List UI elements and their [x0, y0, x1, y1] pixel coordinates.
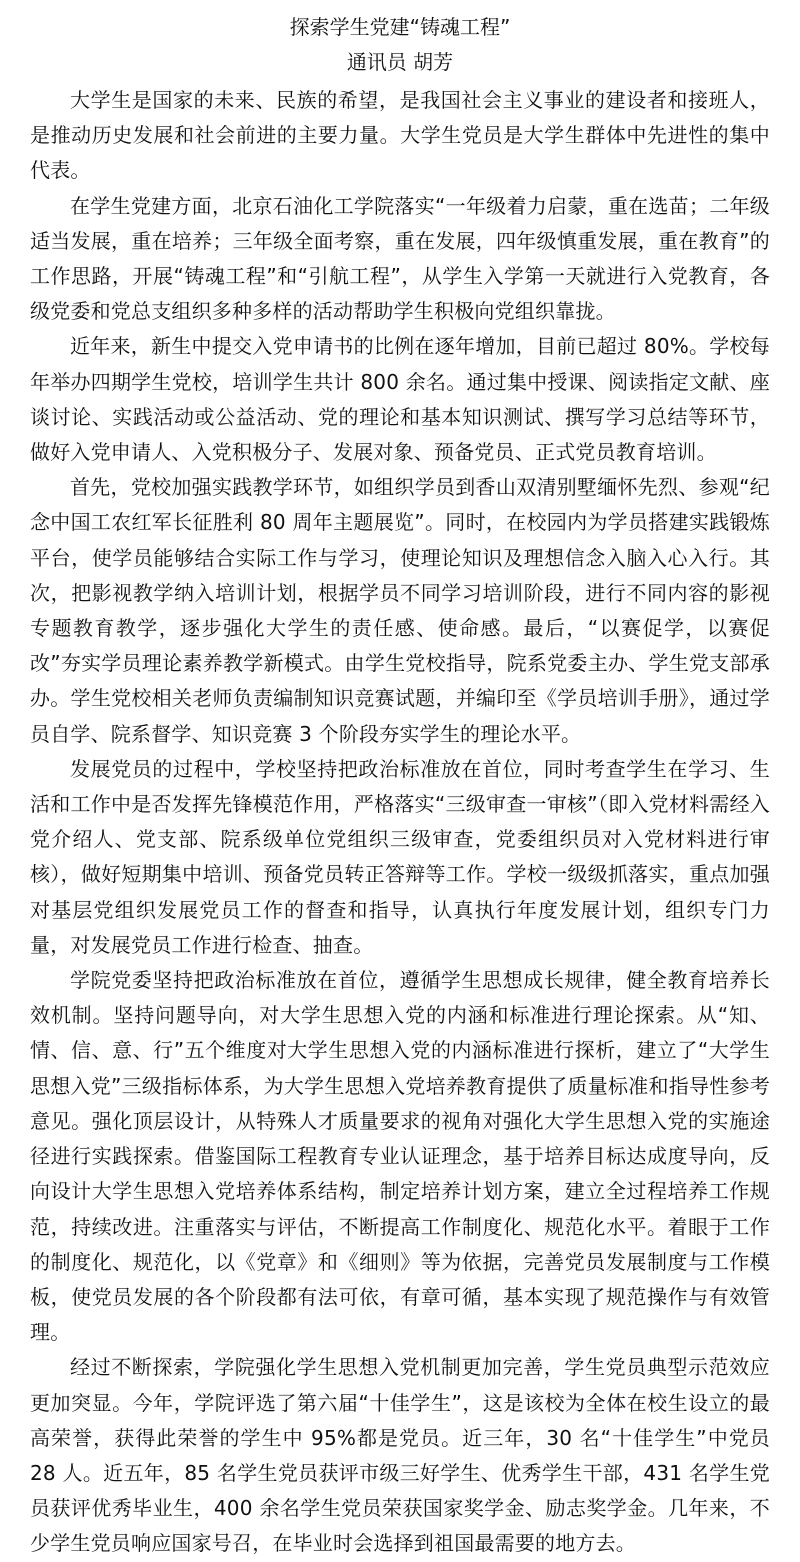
paragraph: 在学生党建方面，北京石油化工学院落实“一年级着力启蒙，重在选苗；二年级适当发展，重在培养；三年级全面考察，重在发展，四年级慎重发展，重在教育”的工作思路，开展“铸魂工程”和“引航工程”，从学生入学第一天就进行入党教育，各级党委和党总支组织多种多样的活动帮助学生积极向党组织靠拢。 — [30, 193, 770, 324]
paragraph: 首先，党校加强实践教学环节，如组织学员到香山双清别墅缅怀先烈、参观“纪念中国工农红军长征胜利 80 周年主题展览”。同时，在校园内为学员搭建实践锻炼平台，使学员能够结合实际工作与学习，使理论知识及理想信念入脑入心入行。其次，把影视教学纳入培训计划，根据学员不同学习培训阶段，进行不同内容的影视专题教育教学，逐步强化大学生的责任感、使命感。最后，“以赛促学，以赛促改”夯实学员理论素养教学新模式。由学生党校指导，院系党委主办、学生党支部承办。学生党校相关老师负责编制知识竞赛试题，并编印至《学员培训手册》，通过学员自学、院系督学、知识竞赛 3 个阶段夯实学生的理论水平。 — [30, 475, 770, 746]
paragraph: 经过不断探索，学院强化学生思想入党机制更加完善，学生党员典型示范效应更加突显。今年，学院评选了第六届“十佳学生”，这是该校为全体在校生设立的最高荣誉，获得此荣誉的学生中 95%都是党员。近三年，30 名“十佳学生”中党员 28 人。近五年，85 名学生党员获评市级三好学生、优秀学生干部，431 名学生党员获评优秀毕业生，400 余名学生党员荣获国家奖学金、励志奖学金。几年来，不少学生党员响应国家号召，在毕业时会选择到祖国最需要的地方去。 — [30, 1355, 770, 1556]
paragraph: 近年来，新生中提交入党申请书的比例在逐年增加，目前已超过 80%。学校每年举办四期学生党校，培训学生共计 800 余名。通过集中授课、阅读指定文献、座谈讨论、实践活动或公益活动、党的理论和基本知识测试、撰写学习总结等环节，做好入党申请人、入党积极分子、发展对象、预备党员、正式党员教育培训。 — [30, 334, 770, 465]
article-byline: 通讯员 胡芳 — [346, 50, 454, 74]
paragraph: 大学生是国家的未来、民族的希望，是我国社会主义事业的建设者和接班人，是推动历史发展和社会前进的主要力量。大学生党员是大学生群体中先进性的集中代表。 — [30, 88, 770, 183]
article-title: 探索学生党建“铸魂工程” — [289, 15, 511, 39]
paragraph: 发展党员的过程中，学校坚持把政治标准放在首位，同时考查学生在学习、生活和工作中是否发挥先锋模范作用，严格落实“三级审查一审核”（即入党材料需经入党介绍人、党支部、院系级单位党组织三级审查，党委组织员对入党材料进行审核），做好短期集中培训、预备党员转正答辩等工作。学校一级级抓落实，重点加强对基层党组织发展党员工作的督查和指导，认真执行年度发展计划，组织专门力量，对发展党员工作进行检查、抽查。 — [30, 756, 770, 957]
article-body — [30, 83, 770, 1562]
paragraph: 学院党委坚持把政治标准放在首位，遵循学生思想成长规律，健全教育培养长效机制。坚持问题导向，对大学生思想入党的内涵和标准进行理论探索。从“知、情、信、意、行”五个维度对大学生思想入党的内涵标准进行探析，建立了“大学生思想入党”三级指标体系，为大学生思想入党培养教育提供了质量标准和指导性参考意见。强化顶层设计，从特殊人才质量要求的视角对强化大学生思想入党的实施途径进行实践探索。借鉴国际工程教育专业认证理念，基于培养目标达成度导向，反向设计大学生思想入党培养体系结构，制定培养计划方案，建立全过程培养工作规范，持续改进。注重落实与评估，不断提高工作制度化、规范化水平。着眼于工作的制度化、规范化，以《党章》和《细则》等为依据，完善党员发展制度与工作模板，使党员发展的各个阶段都有法可依，有章可循，基本实现了规范操作与有效管理。 — [30, 968, 770, 1345]
